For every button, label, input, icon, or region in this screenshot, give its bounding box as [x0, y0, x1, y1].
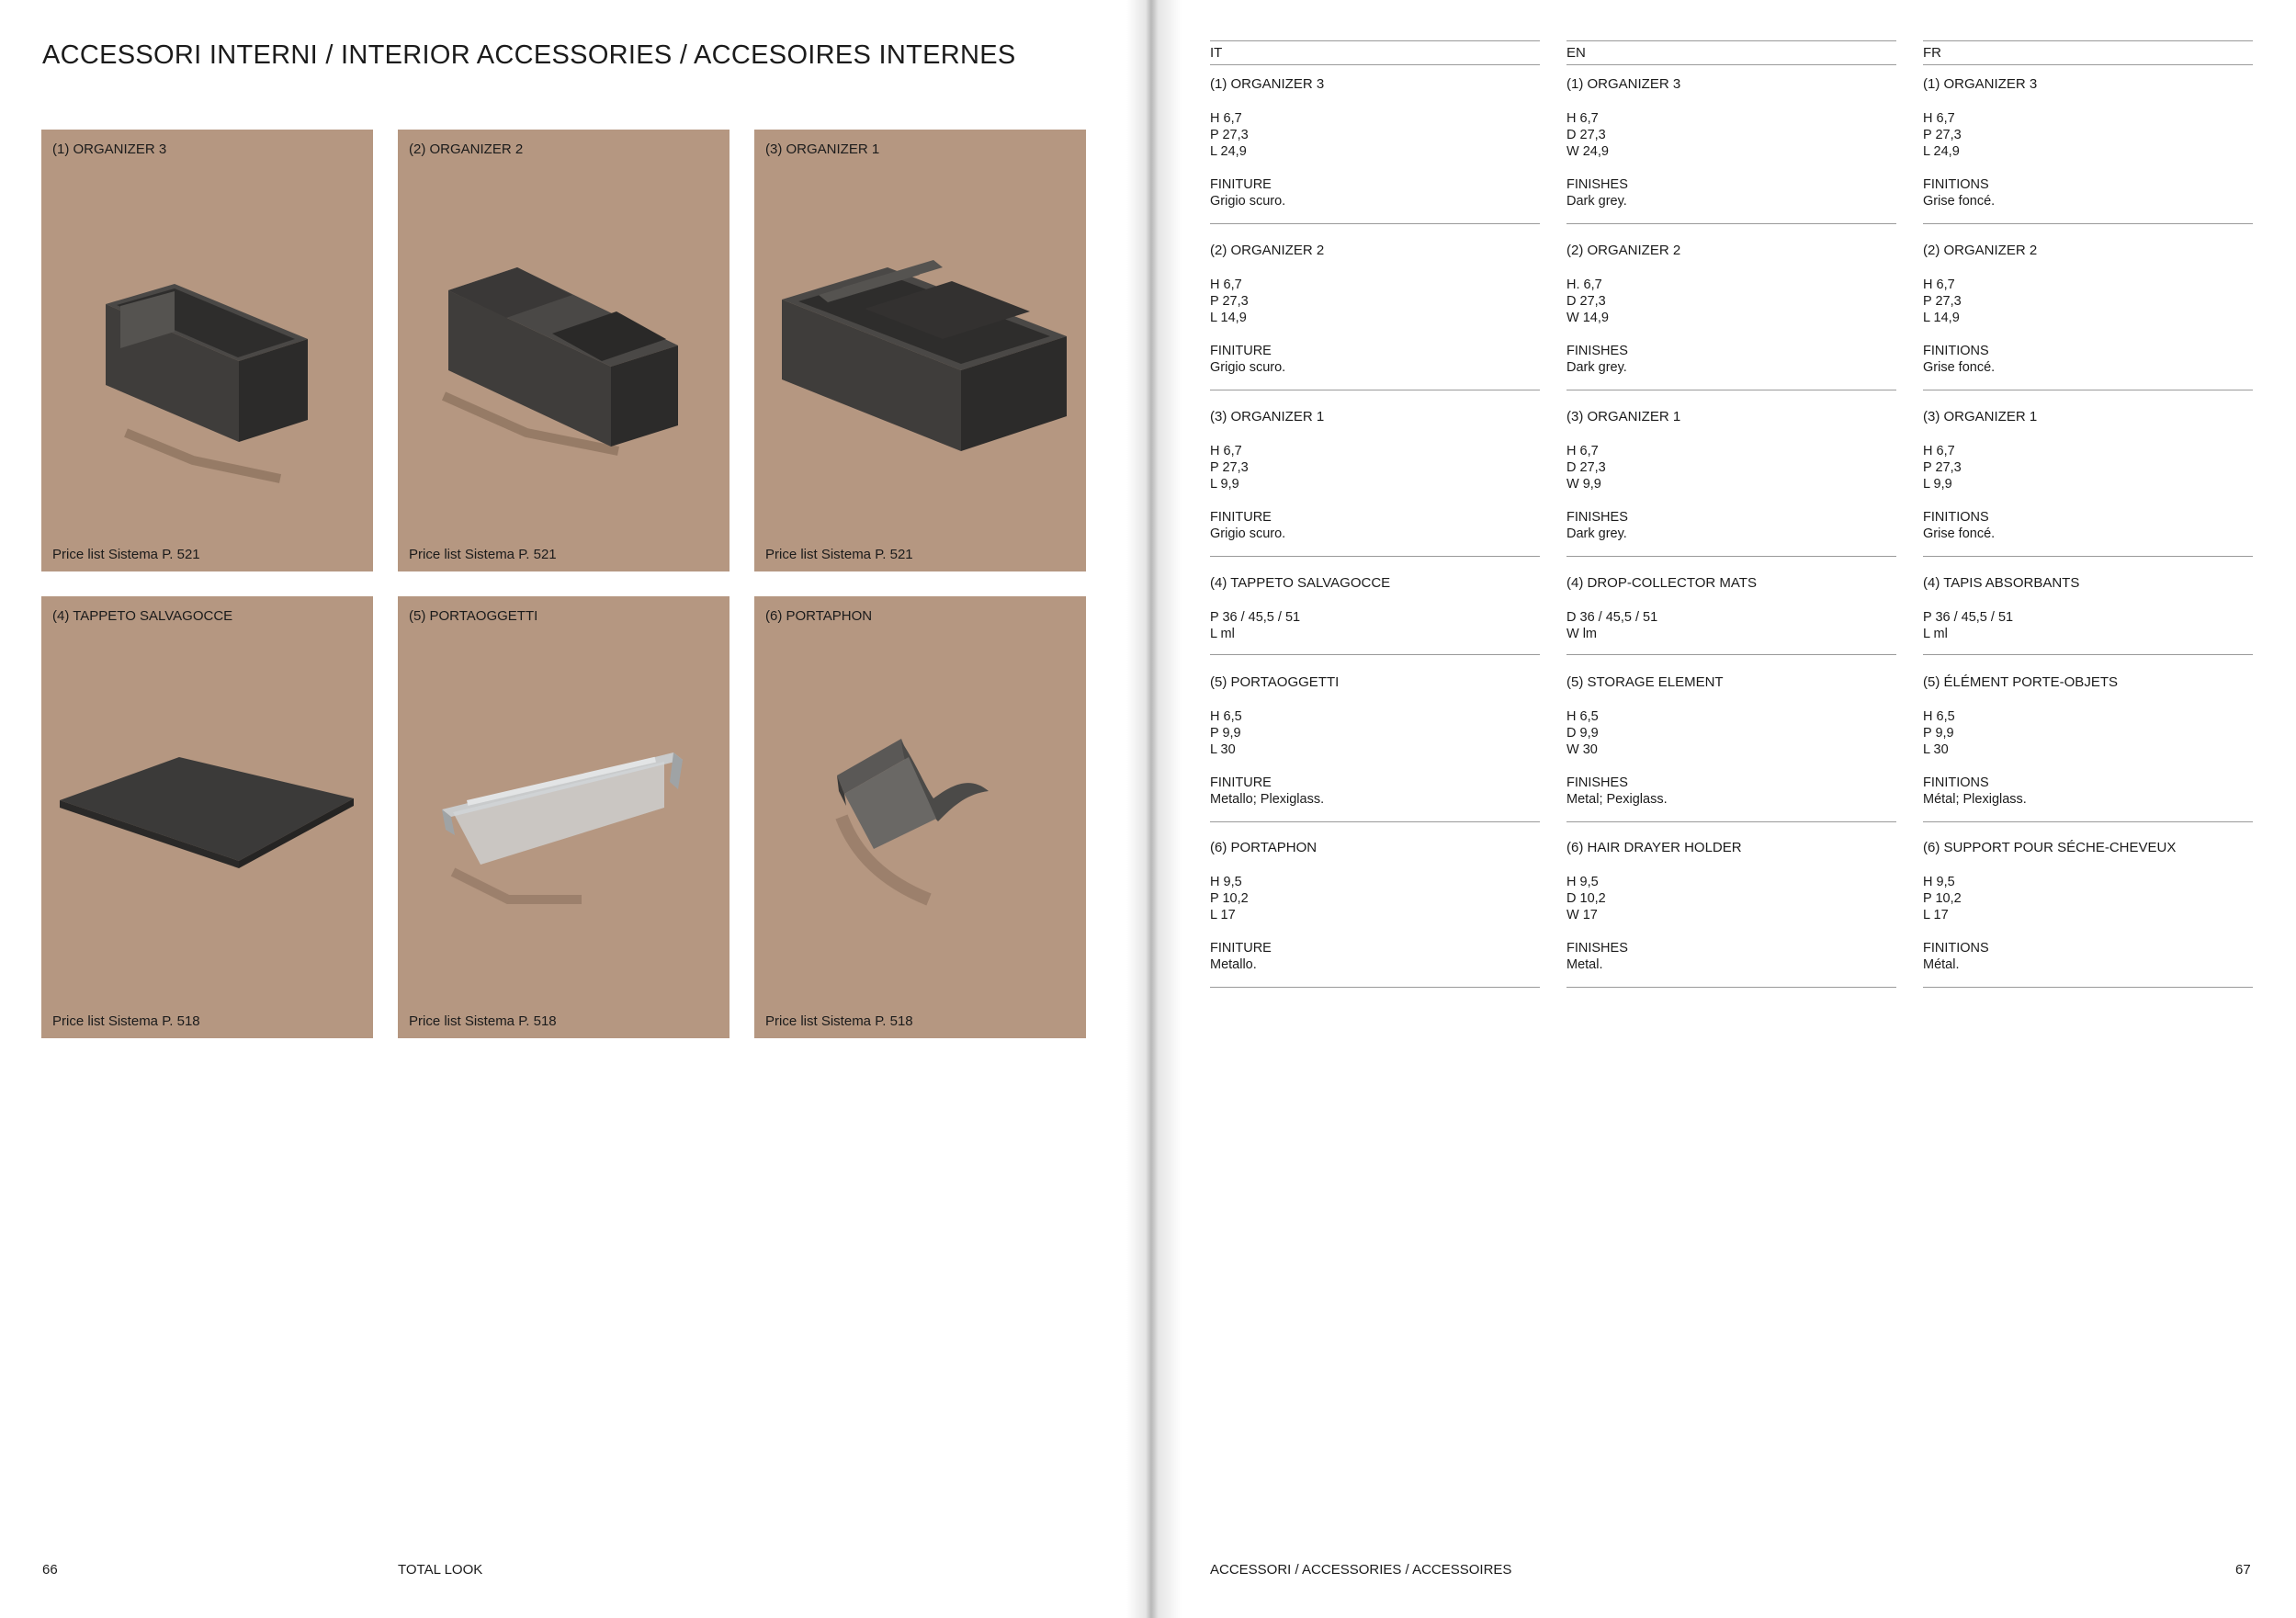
spec-dim: H 6,7 [1923, 111, 1955, 126]
spec-finish: Grise foncé. [1923, 526, 1996, 541]
card-label: (6) PORTAPHON [765, 608, 873, 624]
spec-title: (6) SUPPORT POUR SÉCHE-CHEVEUX [1923, 840, 2177, 855]
spec-item [1923, 243, 2253, 390]
product-card-organizer-3 [41, 130, 373, 571]
spec-item [1923, 674, 2253, 822]
spec-dim: W 30 [1566, 742, 1598, 757]
card-label: (2) ORGANIZER 2 [409, 141, 524, 157]
spec-item [1923, 76, 2253, 224]
spec-dim: H 6,7 [1210, 277, 1242, 292]
spec-dim: H 6,7 [1923, 277, 1955, 292]
spec-finish: Metal; Pexiglass. [1566, 792, 1668, 807]
spec-item [1923, 575, 2253, 655]
spec-item [1566, 409, 1896, 557]
spec-item [1210, 243, 1540, 390]
spec-item [1566, 840, 1896, 988]
column-header [1566, 40, 1896, 65]
card-price: Price list Sistema P. 521 [765, 547, 913, 562]
card-label: (3) ORGANIZER 1 [765, 141, 880, 157]
organizer-3-image [41, 130, 373, 571]
hair-dryer-holder-image [754, 596, 1086, 1038]
spec-dim: H 6,5 [1923, 709, 1955, 724]
spec-finish: Grise foncé. [1923, 194, 1996, 209]
spec-finish-label: FINISHES [1566, 177, 1628, 192]
spec-dim: P 10,2 [1210, 891, 1249, 906]
spec-item [1210, 575, 1540, 655]
column-header [1210, 40, 1540, 65]
spec-dim: L ml [1210, 627, 1235, 641]
spec-dim: L 24,9 [1210, 144, 1247, 159]
spec-finish: Métal; Plexiglass. [1923, 792, 2027, 807]
spec-dim: P 10,2 [1923, 891, 1962, 906]
spec-title: (2) ORGANIZER 2 [1923, 243, 2038, 258]
page-number: 67 [2235, 1562, 2251, 1578]
spec-finish-label: FINITURE [1210, 177, 1272, 192]
spec-finish-label: FINITIONS [1923, 177, 1989, 192]
spec-finish-label: FINISHES [1566, 510, 1628, 525]
spec-dim: W 14,9 [1566, 311, 1609, 325]
drop-mat-image [41, 596, 373, 1038]
card-price: Price list Sistema P. 518 [765, 1013, 913, 1029]
spec-dim: H. 6,7 [1566, 277, 1602, 292]
spec-finish: Métal. [1923, 957, 1960, 972]
spec-dim: H 6,7 [1210, 444, 1242, 458]
spec-title: (4) TAPIS ABSORBANTS [1923, 575, 2080, 591]
organizer-2-image [398, 130, 730, 571]
spec-finish: Grigio scuro. [1210, 526, 1286, 541]
spec-finish: Grigio scuro. [1210, 194, 1286, 209]
footer-section: TOTAL LOOK [398, 1562, 483, 1578]
spec-dim: P 27,3 [1210, 294, 1249, 309]
spec-dim: L 30 [1923, 742, 1949, 757]
spec-item [1210, 409, 1540, 557]
spec-finish-label: FINITIONS [1923, 941, 1989, 956]
product-card-hair-dryer-holder [754, 596, 1086, 1038]
spec-finish-label: FINITIONS [1923, 344, 1989, 358]
spec-dim: L 30 [1210, 742, 1236, 757]
product-card-organizer-1 [754, 130, 1086, 571]
spec-dim: P 27,3 [1923, 294, 1962, 309]
spec-dim: H 6,7 [1566, 444, 1599, 458]
spec-dim: L 14,9 [1923, 311, 1960, 325]
spec-finish-label: FINITURE [1210, 510, 1272, 525]
page-number: 66 [42, 1562, 58, 1578]
spec-dim: P 27,3 [1210, 460, 1249, 475]
spec-dim: L 9,9 [1210, 477, 1239, 492]
spec-finish: Dark grey. [1566, 194, 1627, 209]
spec-item [1210, 76, 1540, 224]
spec-dim: P 27,3 [1923, 460, 1962, 475]
spec-title: (2) ORGANIZER 2 [1210, 243, 1325, 258]
card-label: (4) TAPPETO SALVAGOCCE [52, 608, 233, 624]
spec-title: (6) PORTAPHON [1210, 840, 1318, 855]
spec-finish: Grigio scuro. [1210, 360, 1286, 375]
spec-dim: L 17 [1210, 908, 1236, 922]
footer-section: ACCESSORI / ACCESSORIES / ACCESSOIRES [1210, 1562, 1512, 1578]
product-card-drop-mat [41, 596, 373, 1038]
spec-item [1566, 575, 1896, 655]
spec-item [1923, 409, 2253, 557]
spec-item [1566, 76, 1896, 224]
spec-dim: P 27,3 [1923, 128, 1962, 142]
card-label: (5) PORTAOGGETTI [409, 608, 538, 624]
spec-finish-label: FINISHES [1566, 344, 1628, 358]
spec-dim: L 9,9 [1923, 477, 1952, 492]
spec-dim: P 36 / 45,5 / 51 [1210, 610, 1301, 625]
spec-finish: Dark grey. [1566, 360, 1627, 375]
spec-dim: D 36 / 45,5 / 51 [1566, 610, 1658, 625]
spec-finish-label: FINITIONS [1923, 775, 1989, 790]
card-price: Price list Sistema P. 521 [52, 547, 200, 562]
spec-finish-label: FINITURE [1210, 775, 1272, 790]
spec-finish-label: FINITIONS [1923, 510, 1989, 525]
spec-dim: W 17 [1566, 908, 1598, 922]
spec-item [1566, 674, 1896, 822]
spec-dim: L 24,9 [1923, 144, 1960, 159]
spec-finish-label: FINITURE [1210, 344, 1272, 358]
spec-dim: D 27,3 [1566, 128, 1606, 142]
card-price: Price list Sistema P. 518 [409, 1013, 557, 1029]
spec-finish: Metal. [1566, 957, 1603, 972]
storage-element-image [398, 596, 730, 1038]
card-price: Price list Sistema P. 518 [52, 1013, 200, 1029]
spec-title: (5) STORAGE ELEMENT [1566, 674, 1724, 690]
spec-dim: P 36 / 45,5 / 51 [1923, 610, 2014, 625]
spec-dim: P 27,3 [1210, 128, 1249, 142]
spec-title: (3) ORGANIZER 1 [1566, 409, 1681, 424]
spec-dim: H 9,5 [1923, 875, 1955, 889]
spec-dim: D 27,3 [1566, 460, 1606, 475]
spec-finish: Grise foncé. [1923, 360, 1996, 375]
spec-title: (1) ORGANIZER 3 [1210, 76, 1325, 92]
spec-dim: W 9,9 [1566, 477, 1601, 492]
spec-finish: Metallo; Plexiglass. [1210, 792, 1325, 807]
column-header [1923, 40, 2253, 65]
spec-title: (4) DROP-COLLECTOR MATS [1566, 575, 1757, 591]
spec-dim: P 9,9 [1210, 726, 1241, 741]
spec-dim: D 10,2 [1566, 891, 1606, 906]
spec-item [1566, 243, 1896, 390]
spec-title: (4) TAPPETO SALVAGOCCE [1210, 575, 1391, 591]
product-card-organizer-2 [398, 130, 730, 571]
spec-title: (1) ORGANIZER 3 [1566, 76, 1681, 92]
spec-dim: L 17 [1923, 908, 1949, 922]
spec-item [1210, 674, 1540, 822]
right-page [1148, 0, 2296, 1618]
spec-title: (3) ORGANIZER 1 [1210, 409, 1325, 424]
spec-title: (6) HAIR DRAYER HOLDER [1566, 840, 1742, 855]
spec-dim: D 27,3 [1566, 294, 1606, 309]
spec-title: (5) ÉLÉMENT PORTE-OBJETS [1923, 674, 2118, 690]
spec-dim: L ml [1923, 627, 1948, 641]
spec-finish-label: FINISHES [1566, 775, 1628, 790]
column-lang: EN [1566, 45, 1586, 61]
spec-title: (5) PORTAOGGETTI [1210, 674, 1340, 690]
spec-dim: H 6,7 [1923, 444, 1955, 458]
spec-dim: D 9,9 [1566, 726, 1599, 741]
organizer-1-image [754, 130, 1086, 571]
spec-title: (2) ORGANIZER 2 [1566, 243, 1681, 258]
spec-finish-label: FINITURE [1210, 941, 1272, 956]
spec-dim: H 6,7 [1566, 111, 1599, 126]
spec-dim: W lm [1566, 627, 1598, 641]
spec-title: (1) ORGANIZER 3 [1923, 76, 2038, 92]
spec-dim: L 14,9 [1210, 311, 1247, 325]
column-lang: IT [1210, 45, 1223, 61]
product-card-storage-element [398, 596, 730, 1038]
spec-finish: Dark grey. [1566, 526, 1627, 541]
column-lang: FR [1923, 45, 1941, 61]
spec-dim: H 9,5 [1210, 875, 1242, 889]
spec-finish: Metallo. [1210, 957, 1257, 972]
spec-finish-label: FINISHES [1566, 941, 1628, 956]
spec-dim: P 9,9 [1923, 726, 1954, 741]
spec-item [1210, 840, 1540, 988]
card-price: Price list Sistema P. 521 [409, 547, 557, 562]
spec-item [1923, 840, 2253, 988]
card-label: (1) ORGANIZER 3 [52, 141, 167, 157]
spec-dim: W 24,9 [1566, 144, 1609, 159]
spec-dim: H 6,5 [1566, 709, 1599, 724]
page-title: ACCESSORI INTERNI / INTERIOR ACCESSORIES / ACCESOIRES INTERNES [42, 40, 1016, 70]
spec-dim: H 6,7 [1210, 111, 1242, 126]
spec-dim: H 9,5 [1566, 875, 1599, 889]
spec-title: (3) ORGANIZER 1 [1923, 409, 2038, 424]
spec-dim: H 6,5 [1210, 709, 1242, 724]
